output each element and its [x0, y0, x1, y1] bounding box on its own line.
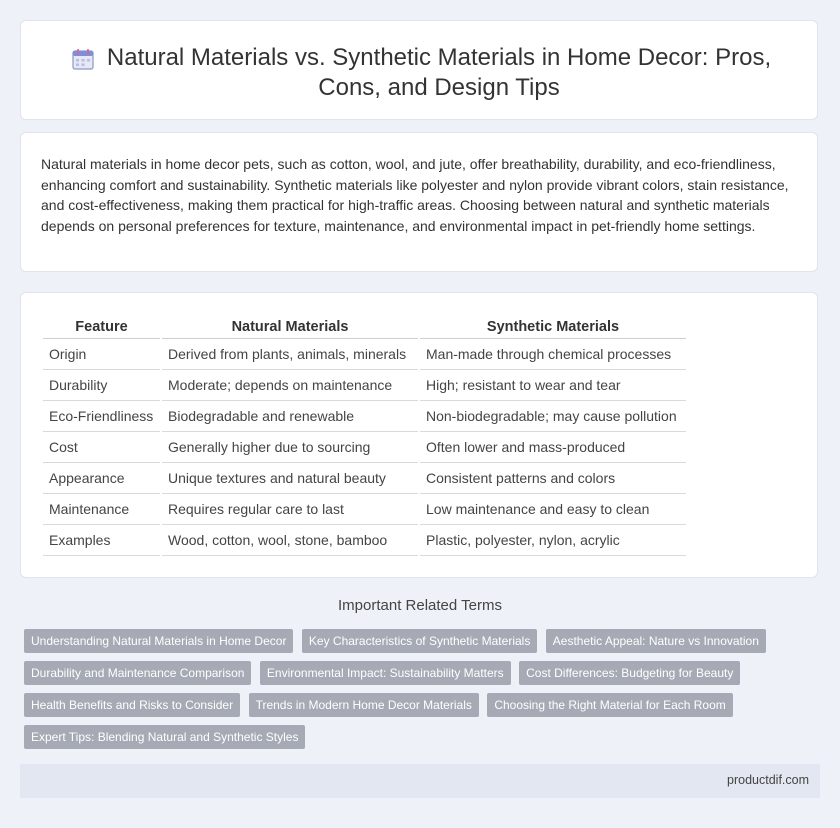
table-row — [43, 463, 686, 494]
table-cell: Unique textures and natural beauty — [162, 463, 418, 494]
table-row — [43, 494, 686, 525]
table-cell: Low maintenance and easy to clean — [420, 494, 686, 525]
table-cell: Derived from plants, animals, minerals — [162, 339, 418, 370]
table-row — [43, 370, 686, 401]
related-term-tag[interactable]: Key Characteristics of Synthetic Materials — [302, 629, 537, 653]
related-term-tag[interactable]: Cost Differences: Budgeting for Beauty — [519, 661, 740, 685]
table-cell: Origin — [43, 339, 160, 370]
header-synthetic: Synthetic Materials — [420, 316, 686, 339]
table-cell: Durability — [43, 370, 160, 401]
table-cell: Man-made through chemical processes — [420, 339, 686, 370]
table-cell: Plastic, polyester, nylon, acrylic — [420, 525, 686, 556]
table-row — [43, 401, 686, 432]
related-term-tag[interactable]: Trends in Modern Home Decor Materials — [249, 693, 479, 717]
header-natural: Natural Materials — [162, 316, 418, 339]
related-term-tag[interactable]: Health Benefits and Risks to Consider — [24, 693, 240, 717]
page-title: Natural Materials vs. Synthetic Materials in Home Decor: Pros, Cons, and Design Tips — [106, 44, 772, 101]
related-term-tag[interactable]: Environmental Impact: Sustainability Matters — [260, 661, 511, 685]
intro-paragraph: Natural materials in home decor pets, such as cotton, wool, and jute, offer breathability, durability, and eco-friendliness, enhancing comfort and sustainability. Synthetic materials like polyester and nylon provide vibrant colors, stain resistance, and cost-effectiveness, making them practical for high-traffic areas. Choosing between natural and synthetic materials depends on personal preferences for texture, maintenance, and environmental impact in pet-friendly home settings. — [41, 156, 789, 234]
table-cell: Non-biodegradable; may cause pollution — [420, 401, 686, 432]
comparison-table — [41, 316, 688, 556]
footer-site-link[interactable]: productdif.com — [727, 773, 809, 787]
table-cell: Requires regular care to last — [162, 494, 418, 525]
header-feature: Feature — [43, 316, 160, 339]
table-cell: Generally higher due to sourcing — [162, 432, 418, 463]
title-card — [20, 20, 818, 120]
table-cell: High; resistant to wear and tear — [420, 370, 686, 401]
table-cell: Wood, cotton, wool, stone, bamboo — [162, 525, 418, 556]
table-cell: Often lower and mass-produced — [420, 432, 686, 463]
table-cell: Appearance — [43, 463, 160, 494]
related-term-tag[interactable]: Aesthetic Appeal: Nature vs Innovation — [546, 629, 766, 653]
intro-card — [20, 132, 818, 272]
related-term-tag[interactable]: Expert Tips: Blending Natural and Synthetic Styles — [24, 725, 305, 749]
table-cell: Examples — [43, 525, 160, 556]
table-cell: Eco-Friendliness — [43, 401, 160, 432]
table-cell: Maintenance — [43, 494, 160, 525]
table-row — [43, 525, 686, 556]
footer — [20, 764, 820, 798]
table-cell: Moderate; depends on maintenance — [162, 370, 418, 401]
comparison-card — [20, 292, 818, 578]
table-header-row — [43, 316, 686, 339]
related-term-tag[interactable]: Choosing the Right Material for Each Room — [487, 693, 732, 717]
table-cell: Consistent patterns and colors — [420, 463, 686, 494]
table-cell: Biodegradable and renewable — [162, 401, 418, 432]
table-row — [43, 432, 686, 463]
related-terms-list — [24, 629, 804, 757]
table-cell: Cost — [43, 432, 160, 463]
related-term-tag[interactable]: Durability and Maintenance Comparison — [24, 661, 251, 685]
table-row — [43, 339, 686, 370]
related-term-tag[interactable]: Understanding Natural Materials in Home Decor — [24, 629, 293, 653]
related-terms-title: Important Related Terms — [338, 597, 502, 614]
